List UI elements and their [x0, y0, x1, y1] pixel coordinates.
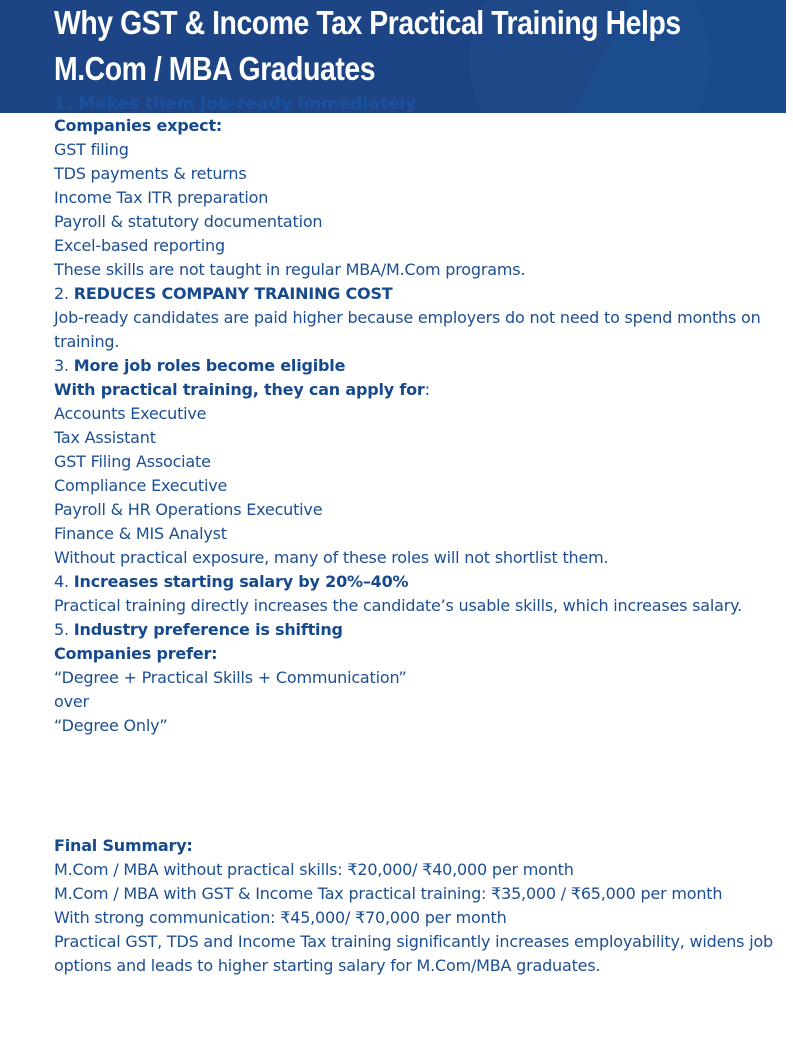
section-2	[54, 282, 774, 354]
section-1-title: Makes them job-ready immediately	[78, 94, 417, 114]
section-2-body: Job-ready candidates are paid higher because employers do not need to spend months on training.	[54, 308, 761, 351]
list-item: Tax Assistant	[54, 428, 156, 447]
alternative-profile: “Degree Only”	[54, 716, 168, 735]
section-3-intro: With practical training, they can apply for:	[54, 380, 430, 399]
list-item: GST Filing Associate	[54, 452, 211, 471]
section-4-number: 4.	[54, 572, 69, 591]
section-4	[54, 570, 774, 618]
section-4-body: Practical training directly increases the candidate’s usable skills, which increases salary.	[54, 596, 742, 615]
section-3-number: 3.	[54, 356, 69, 375]
list-item: Payroll & HR Operations Executive	[54, 500, 323, 519]
list-item: Income Tax ITR preparation	[54, 188, 269, 207]
section-4-title: Increases starting salary by 20%–40%	[73, 572, 409, 591]
summary-line: With strong communication: ₹45,000/ ₹70,000 per month	[54, 908, 507, 927]
section-1-intro: Companies expect:	[54, 116, 223, 135]
section-1-number: 1.	[54, 94, 73, 114]
section-5-intro: Companies prefer:	[54, 644, 218, 663]
summary-heading: Final Summary:	[54, 836, 193, 855]
list-item: TDS payments & returns	[54, 164, 247, 183]
section-3-title: More job roles become eligible	[73, 356, 346, 375]
section-1	[54, 114, 774, 282]
page-title: Why GST & Income Tax Practical Training Helps M.Com / MBA Graduates	[54, 4, 681, 87]
section-5-heading	[54, 618, 774, 642]
section-3-heading	[54, 354, 774, 378]
comparison-connector: over	[54, 692, 89, 711]
section-2-heading	[54, 282, 774, 306]
list-item: Excel-based reporting	[54, 236, 225, 255]
list-item: Accounts Executive	[54, 404, 207, 423]
section-4-heading	[54, 570, 774, 594]
list-item: GST filing	[54, 140, 129, 159]
list-item: Finance & MIS Analyst	[54, 524, 227, 543]
section-2-number: 2.	[54, 284, 69, 303]
section-3-note: Without practical exposure, many of these roles will not shortlist them.	[54, 548, 609, 567]
section-1-note: These skills are not taught in regular MBA/M.Com programs.	[54, 260, 526, 279]
final-summary	[54, 834, 774, 978]
section-1-heading	[54, 92, 417, 116]
document-body	[54, 114, 774, 978]
list-item: Compliance Executive	[54, 476, 228, 495]
list-item: Payroll & statutory documentation	[54, 212, 323, 231]
summary-line: M.Com / MBA with GST & Income Tax practical training: ₹35,000 / ₹65,000 per month	[54, 884, 723, 903]
section-5-number: 5.	[54, 620, 69, 639]
section-3	[54, 354, 774, 570]
section-5-title: Industry preference is shifting	[73, 620, 343, 639]
summary-line: M.Com / MBA without practical skills: ₹20,000/ ₹40,000 per month	[54, 860, 574, 879]
section-5	[54, 618, 774, 738]
preferred-profile: “Degree + Practical Skills + Communication”	[54, 668, 407, 687]
section-2-title: REDUCES COMPANY TRAINING COST	[73, 284, 393, 303]
summary-conclusion: Practical GST, TDS and Income Tax training significantly increases employability, widens job options and leads to higher starting salary for M.Com/MBA graduates.	[54, 932, 773, 975]
spacer	[54, 738, 774, 834]
